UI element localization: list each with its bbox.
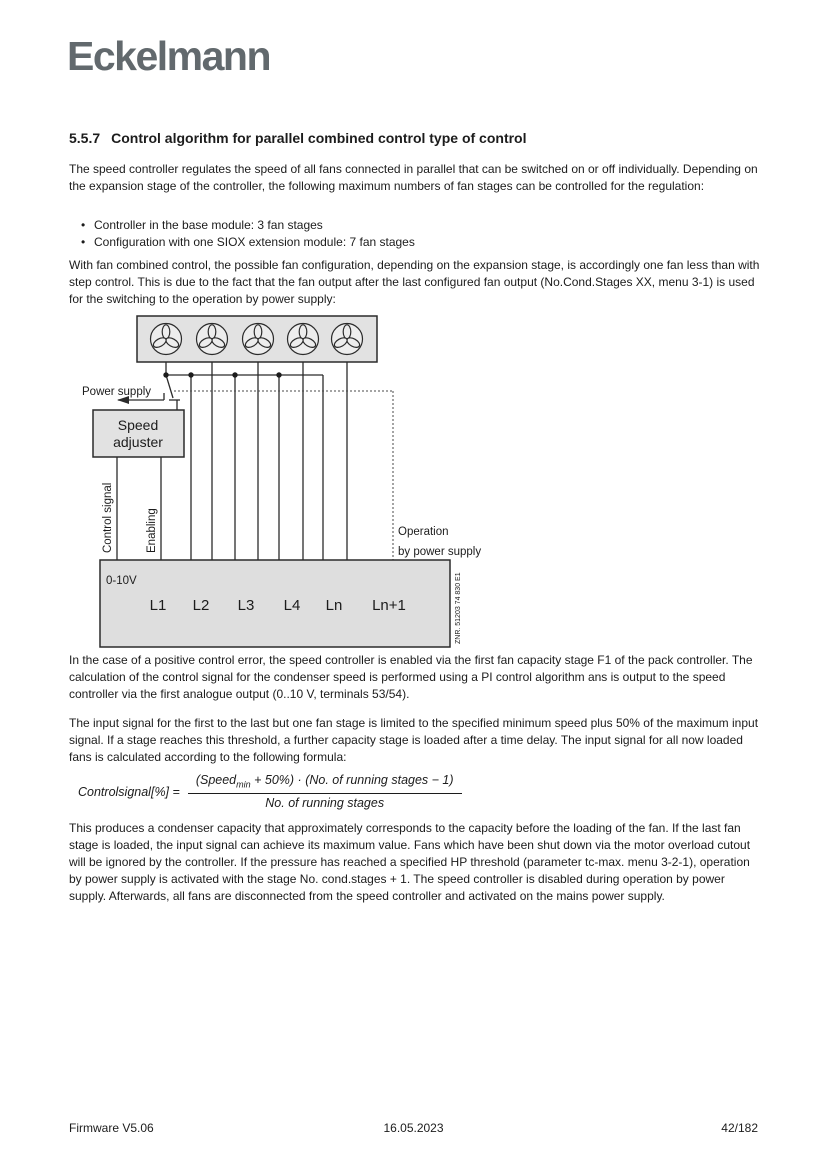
stage-label-l4: L4 xyxy=(283,597,301,614)
power-supply-label: Power supply xyxy=(82,386,152,398)
fan-icon xyxy=(151,324,182,355)
formula-equals: = xyxy=(172,784,180,799)
formula-numerator-text: (Speed xyxy=(195,773,237,787)
operation-label: by power supply xyxy=(398,546,482,558)
stage-label-l1: L1 xyxy=(149,597,167,614)
enabling-label: Enabling xyxy=(146,508,158,553)
formula-numerator-text: + 50%) · (No. of running stages − 1) xyxy=(250,773,454,787)
formula-subscript: min xyxy=(236,779,251,790)
formula-lhs xyxy=(78,785,180,799)
paragraph-combined-control: With fan combined control, the possible fan configuration, depending on the expansion stage, is accordingly one fan less than with step control. This is due to the fact that the fan output after the last configured fan output (No.Cond.Stages XX, menu 3-1) is used for the switching to the operation by power supply: xyxy=(69,258,760,306)
footer-firmware-version: Firmware V5.06 xyxy=(69,1121,154,1135)
control-signal-label: Control signal xyxy=(102,482,114,553)
list-item: • Controller in the base module: 3 fan stages xyxy=(81,217,415,234)
paragraph-condenser-capacity: This produces a condenser capacity that approximately corresponds to the capacity before the loading of the fan. If the last fan stage is loaded, the input signal can achieve its maximum value. Fans which have been shut down via the motor overload cutout will be ignored by the controller. If the pressure has reached a specified HP threshold (parameter tc-max. menu 3-2-1), operation by power supply is activated with the stage No. cond.stages + 1. The speed controller is disabled during operation by power supply. Afterwards, all fans are disconnected from the speed controller and activated on the mains power supply. xyxy=(69,821,751,903)
formula-denominator: No. of running stages xyxy=(265,795,385,810)
stage-label-l2: L2 xyxy=(192,597,210,614)
list-item: • Configuration with one SIOX extension module: 7 fan stages xyxy=(81,234,415,251)
fan-icon xyxy=(332,324,363,355)
fan-icon xyxy=(288,324,319,355)
footer-date: 16.05.2023 xyxy=(383,1121,444,1135)
section-heading xyxy=(69,130,769,146)
control-signal-formula xyxy=(78,772,462,812)
paragraph-intro: The speed controller regulates the speed of all fans connected in parallel that can be switched on or off individually. Depending on the expansion stage of the controller, the following maximum numbers of fan stages can be controlled for the regulation: xyxy=(69,162,758,193)
formula-fraction xyxy=(188,772,462,812)
fan-icon xyxy=(197,324,228,355)
stage-label-ln1: Ln+1 xyxy=(372,597,406,614)
dotted-control-line xyxy=(174,391,393,562)
drawing-number: ZNR. 51203 74 830 E1 xyxy=(455,572,462,644)
fan-icon xyxy=(243,324,274,355)
wiring-lines xyxy=(117,362,396,582)
paragraph-control-error: In the case of a positive control error, the speed controller is enabled via the first fan capacity stage F1 of the pack controller. The calculation of the control signal for the condenser speed is performed using a PI control algorithm ans is output to the speed controller via the first analogue output (0..10 V, terminals 53/54). xyxy=(69,653,753,701)
speed-adjuster-label: adjuster xyxy=(113,434,163,450)
footer-page-number: 42/182 xyxy=(721,1121,758,1135)
eckelmann-logo: Eckelmann xyxy=(67,33,270,79)
fan-wiring-diagram xyxy=(60,314,500,648)
stage-label-l3: L3 xyxy=(237,597,255,614)
paragraph-input-signal: The input signal for the first to the last but one fan stage is limited to the specified minimum speed plus 50% of the maximum input signal. If a stage reaches this threshold, a further capacity stage is loaded after a time delay. The input signal for all now loaded fans is calculated according to the following formula: xyxy=(69,716,759,764)
voltage-label: 0-10V xyxy=(106,575,137,587)
fan-stage-list xyxy=(81,217,415,250)
operation-label: Operation xyxy=(398,526,449,538)
formula-numerator xyxy=(188,772,462,794)
section-number: 5.5.7 xyxy=(69,130,101,146)
formula-unit: [%] xyxy=(150,784,170,799)
speed-adjuster-label: Speed xyxy=(117,417,159,433)
formula-variable: Controlsignal xyxy=(78,784,151,799)
section-title: Control algorithm for parallel combined control type of control xyxy=(111,130,527,146)
stage-label-ln: Ln xyxy=(325,597,343,614)
